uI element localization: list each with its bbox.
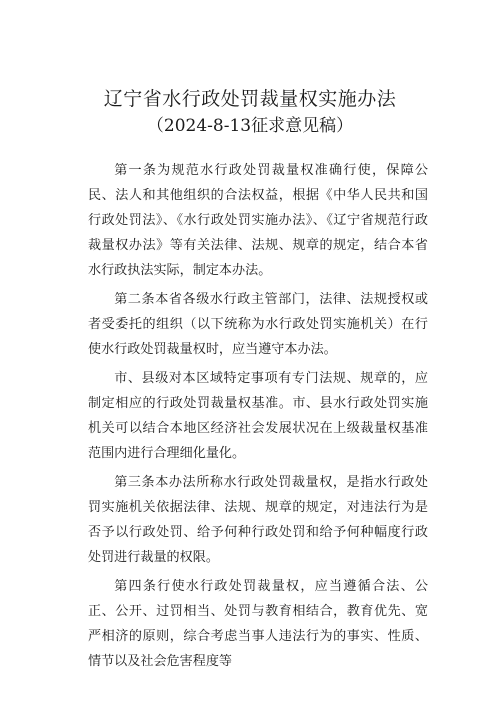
article-2-supplement-paragraph: 市、县级对本区域特定事项有专门法规、规章的，应制定相应的行政处罚裁量权基准。市、县水行政处罚实施机关可以结合本地区经济社会发展状况在上级裁量权基准范围内进行合理细化量化。 [88,371,428,461]
article-2-paragraph: 第二条本省各级水行政主管部门，法律、法规授权或者受委托的组织（以下统称为水行政处罚实施机关）在行使水行政处罚裁量权时，应当遵守本办法。 [88,292,428,357]
article-1-paragraph: 第一条为规范水行政处罚裁量权准确行使，保障公民、法人和其他组织的合法权益，根据《中华人民共和国行政处罚法》、《水行政处罚实施办法》、《辽宁省规范行政裁量权办法》等有关法律、法规、规章的规定，结合本省水行政执法实际，制定本办法。 [88,163,428,278]
article-4-paragraph: 第四条行使水行政处罚裁量权，应当遵循合法、公正、公开、过罚相当、处罚与教育相结合，教育优先、宽严相济的原则，综合考虑当事人违法行为的事实、性质、情节以及社会危害程度等 [88,579,428,669]
article-3-paragraph: 第三条本办法所称水行政处罚裁量权，是指水行政处罚实施机关依据法律、法规、规章的规定，对违法行为是否予以行政处罚、给予何种行政处罚和给予何种幅度行政处罚进行裁量的权限。 [88,475,428,565]
document-title: 辽宁省水行政处罚裁量权实施办法 [103,88,397,110]
document-subtitle: （2024-8-13征求意见稿） [146,116,354,136]
title-block [0,85,500,139]
document-body [88,158,428,678]
